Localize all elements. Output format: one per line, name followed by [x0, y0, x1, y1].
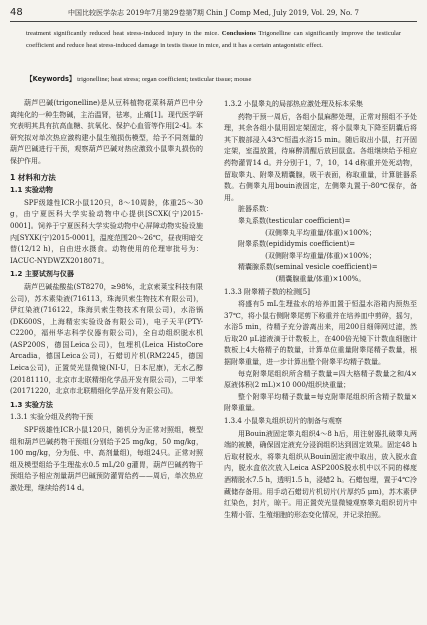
subsubsection-heading-grouping: 1.3.1 实验分组及药物干预 — [10, 413, 94, 422]
sperm-count-paragraph: 将盛有5 mL生理盐水的培养皿置于恒温水浴箱内预热至37℃，将小鼠右侧附睾尾剪下称重并在培养皿中剪碎，摇匀，水浴5 min，待精子充分游离出来，用200目细筛网过滤，然后取20 μL滤液滴于计数板上，在400倍光镜下计数血细胞计数板上4大格精子的数量，计算单位重量附睾尾精子数量，根据附睾重量，进一步计算出整个附睾平均精子数量。 — [224, 300, 417, 367]
formula-seminal: 精囊腺系数(seminal vesicle coefficient)= — [238, 263, 378, 272]
intro-paragraph: 葫芦巴碱(trigonelline)是从豆科植物花菜科葫芦巴中分离纯化的一种生物碱，主治温肾，祛寒，止痛[1]。现代医学研究表明其具有抗高血糖、抗氧化、保护心血管等作用[2-4]。本研究拟对单次热应激构建小鼠生殖损伤模型，给予不同剂量的葫芦巴碱进行干预，观察葫芦巴碱对热应激致小鼠睾丸损伤的保护作用。 — [10, 99, 203, 165]
subsubsection-heading-sperm-count: 1.3.3 附睾精子数的检测[5] — [224, 287, 310, 296]
header-divider — [10, 21, 417, 22]
keywords-line — [26, 74, 401, 85]
left-column — [10, 98, 203, 495]
journal-citation: 中国比较医学杂志 2019年7月第29卷第7期 Chin J Comp Med, July 2019, Vol. 29, No. 7 — [68, 9, 359, 17]
animals-paragraph: SPF级雄性ICR小鼠120只，8～10周龄，体重25～30 g，由宁夏医科大学实验动物中心提供[SCXK(宁)2015-0001]。饲养于宁夏医科大学实验动物中心屏障动物实验设施内[SYXK(宁)2015-0001]，温度范围20～26℃，昼夜明暗交替(12/12 h)，自由进水摄食。动物使用的伦理审批号为：IACUC-NYDWZX2018071。 — [10, 198, 203, 265]
sperm-formula-1: 每克附睾尾组织所含精子数量=四大格精子数量之和/4×原液体积(2 mL)×10 000/组织块重量； — [224, 369, 417, 390]
subsection-heading-animals: 1.1 实验动物 — [10, 186, 53, 195]
section-heading-materials: 1 材料和方法 — [10, 172, 56, 182]
subsection-heading-reagents: 1.2 主要试剂与仪器 — [10, 270, 74, 279]
subsubsection-heading-heat-stress: 1.3.2 小鼠睾丸的局部热应激处理及标本采集 — [224, 100, 364, 108]
subsubsection-heading-histology: 1.3.4 小鼠睾丸组织切片的制备与观察 — [224, 417, 343, 426]
abstract-text-before: treatment significantly reduced heat stress-induced injury in the mice. — [26, 30, 219, 37]
histology-paragraph: 用Bouin液固定睾丸组织4～8 h后，用注射器扎破睾丸两端的被膜，确保固定液充分浸润组织达到固定效果。固定48 h后取材脱水，将睾丸组织从Bouin固定液中取出，放入脱水盒内，脱水盒依次放入Leica ASP200S脱水机中以不同的梯度酒精脱水7.5 h，透明1.5 h，浸蜡2 h。石蜡包埋，置于4℃冷藏储存备用。用手动石蜡切片机切片(片厚约5 μm)，苏木素伊红染色，封片，晾干。用正置荧光显微镜观察睾丸组织切片中生精小管、生殖细胞的形态变化情况，并记录拍照。 — [224, 429, 417, 519]
formula-epididymis: 附睾系数(epididymis coefficient)= — [238, 240, 356, 249]
keywords-text: trigonelline; heat stress; organ coefficient; testicular tissue; mouse — [77, 76, 252, 83]
organ-coefficient-title: 脏器系数： — [238, 205, 273, 214]
formula-testicular-expr: (双侧睾丸平均重量/体重)×100%； — [265, 228, 376, 237]
abstract-text-after: Trigonelline can significantly improve the testicular coefficient and reduce heat stress-induced damage in testis tissue in mice, and it has a certain antagonistic effect. — [26, 30, 402, 49]
sperm-formula-2: 整个附睾平均精子数量=每克附睾尾组织所含精子数量×附睾重量。 — [224, 392, 417, 413]
page-number: 48 — [10, 7, 23, 18]
formula-testicular: 睾丸系数(testicular coefficient)= — [238, 216, 351, 225]
subsection-heading-methods: 1.3 实验方法 — [10, 400, 53, 409]
formula-epididymis-expr: (双侧附睾平均重量/体重)×100%； — [265, 251, 376, 260]
abstract-paragraph — [26, 28, 401, 51]
running-header — [10, 6, 417, 20]
reagents-paragraph: 葫芦巴碱盐酸盐(ST8270，≥98%，北京索莱宝科技有限公司)，苏木素染液(716113，珠海贝索生物技术有限公司)，伊红染液(716122，珠海贝索生物技术有限公司)，水浴锅(DK600S，上海精宏实验设备有限公司)，电子天平(PTY-C2200，福州华志科学仪器有限公司)，全自动组织脱水机(ASP200S，德国Leica公司)，包埋机(Leica HistoCore Arcadia，德国Leica公司)，石蜡切片机(RM2245，德国Leica公司)，正置荧光显微镜(NI-U，日本尼康)，无水乙醇(20181110，北京市北联精细化学品开发有限公司)，二甲苯(20171220，北京市北联精细化学品开发有限公司)。 — [10, 282, 203, 396]
keywords-label: 【Keywords】 — [26, 75, 76, 83]
heat-stress-paragraph: 药物干预一周后，各组小鼠麻醉处理，正常对照组不予处理，其余各组小鼠用固定架固定，将小鼠睾丸下降至阴囊后将其下腹部浸入43℃恒温水浴15 min。随后取出小鼠，打开固定架，室温放置，待麻醉清醒后放回鼠盒。各组继续给予相应药物灌胃14 d。并分别于1，7，10，14 d称重并处死动物，留取睾丸、附睾及精囊腺，吸干表面，称取重量，计算脏器系数。右侧睾丸用bouin液固定，左侧睾丸置于-80℃保存，备用。 — [224, 112, 417, 202]
grouping-paragraph: SPF级雄性ICR小鼠120只，随机分为正常对照组，模型组和葫芦巴碱药物干预组(分别给予25 mg/kg，50 mg/kg，100 mg/kg，分为低、中、高剂量组)，每组24只。正常对照组及模型组给予生理盐水0.5 mL/20 g灌胃，葫芦巴碱药物干预组给予相应剂量葫芦巴碱预防灌胃给药——周后，单次热应激处理，继续给药14 d。 — [10, 426, 203, 492]
right-column — [224, 98, 417, 521]
conclusions-label: Conclusions — [221, 30, 256, 37]
formula-seminal-expr: (精囊腺重量/体重)×100%。 — [275, 274, 366, 283]
